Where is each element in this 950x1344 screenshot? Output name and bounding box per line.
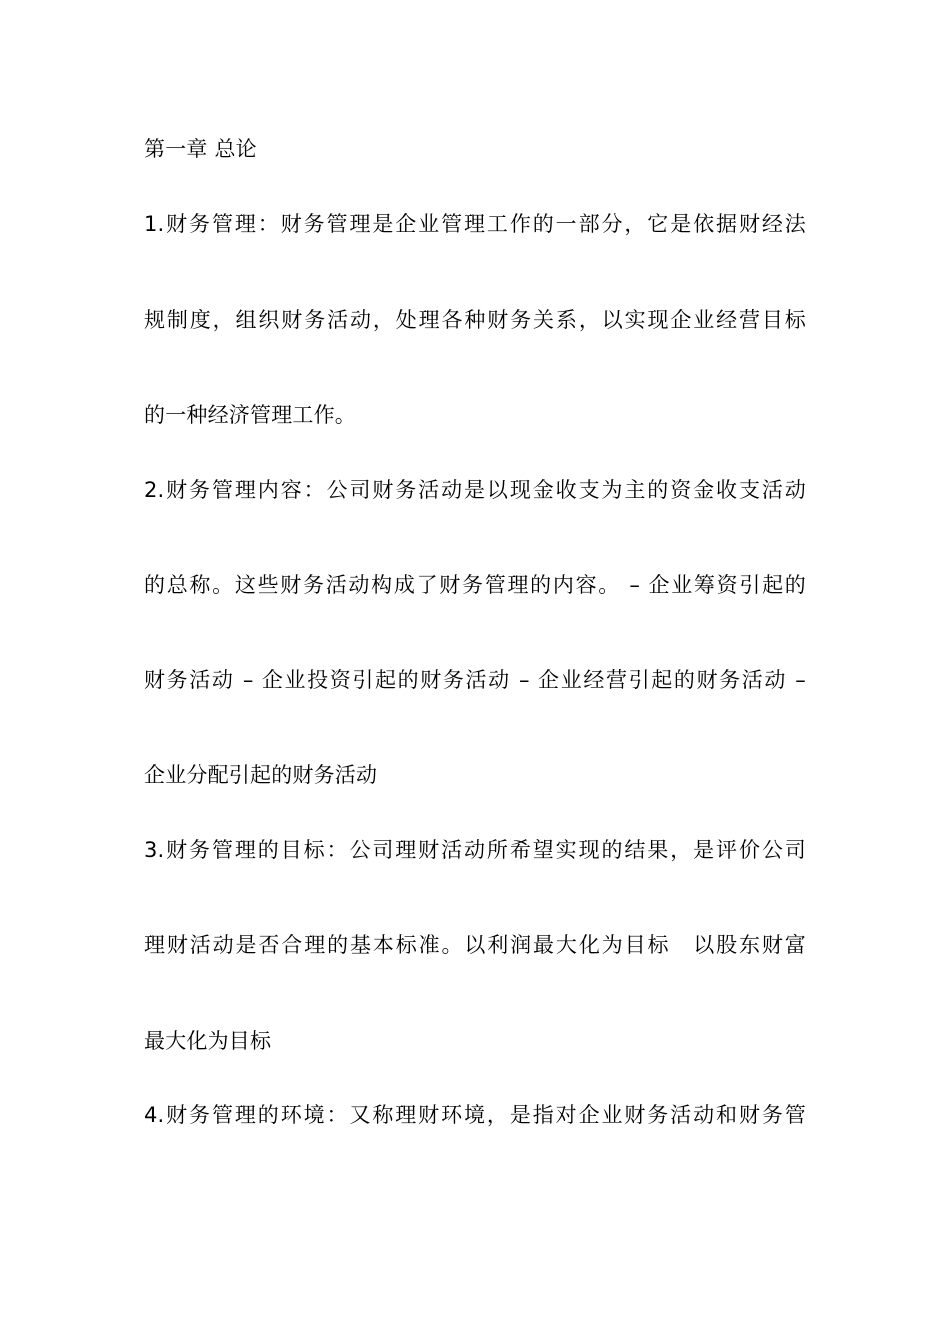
paragraph-line: 理财活动是否合理的基本标准。以利润最大化为目标 以股东财富 — [144, 933, 806, 957]
paragraph-line: 3.财务管理的目标：公司理财活动所希望实现的结果，是评价公司 — [144, 838, 806, 862]
paragraph-line: 企业分配引起的财务活动 — [144, 763, 378, 787]
paragraph-line: 4.财务管理的环境：又称理财环境，是指对企业财务活动和财务管 — [144, 1103, 806, 1127]
paragraph-line: 1.财务管理：财务管理是企业管理工作的一部分，它是依据财经法 — [144, 212, 806, 236]
chapter-title: 第一章 总论 — [144, 137, 257, 161]
paragraph-line: 财务活动 – 企业投资引起的财务活动 – 企业经营引起的财务活动 – — [144, 668, 806, 692]
paragraph-line: 规制度，组织财务活动，处理各种财务关系，以实现企业经营目标 — [144, 308, 806, 332]
paragraph-line: 最大化为目标 — [144, 1029, 272, 1053]
paragraph-line: 的一种经济管理工作。 — [144, 403, 356, 427]
paragraph-line: 2.财务管理内容：公司财务活动是以现金收支为主的资金收支活动 — [144, 478, 806, 502]
paragraph-line: 的总称。这些财务活动构成了财务管理的内容。 – 企业筹资引起的 — [144, 573, 806, 597]
